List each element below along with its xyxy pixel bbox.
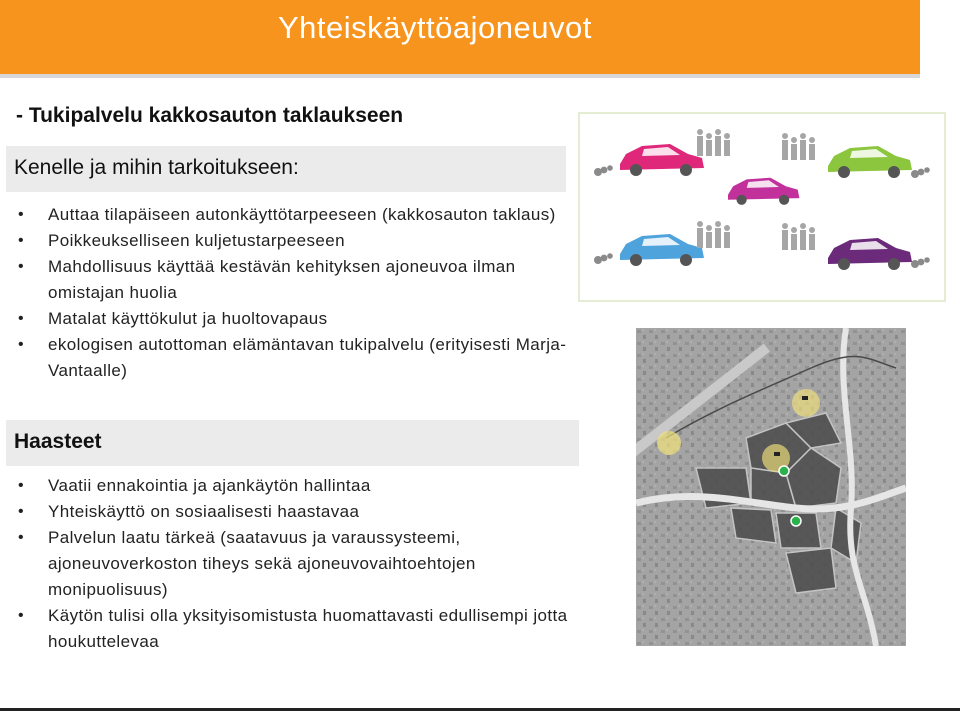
person-icon <box>706 225 712 248</box>
title-bar-shadow <box>0 74 920 78</box>
person-icon <box>715 129 721 156</box>
car-icon <box>620 234 704 266</box>
person-icon <box>697 129 703 156</box>
list-item: • ekologisen autottoman elämäntavan tukipalvelu (erityisesti Marja-Vantaalle) <box>16 332 578 384</box>
list-item: • Palvelun laatu tärkeä (saatavuus ja varaussysteemi, ajoneuvoverkoston tiheys sekä ajoneuvovaihtoehtojen monipuolisuus) <box>16 525 578 603</box>
car-icon <box>728 178 799 205</box>
section-heading-band-usage <box>6 146 566 192</box>
car-icon <box>828 146 912 178</box>
list-item: • Vaatii ennakointia ja ajankäytön hallintaa <box>16 473 578 499</box>
person-icon <box>724 225 730 248</box>
title-bar <box>0 0 920 74</box>
bottom-rule <box>0 708 960 711</box>
exhaust-puff-icon <box>601 167 608 174</box>
list-item: • Yhteiskäyttö on sosiaalisesti haastavaa <box>16 499 578 525</box>
challenges-list <box>16 473 578 655</box>
exhaust-puff-icon <box>607 165 613 171</box>
person-icon <box>715 221 721 248</box>
person-icon <box>791 137 797 160</box>
usage-list <box>16 202 578 384</box>
person-icon <box>706 133 712 156</box>
section-heading-challenges: Haasteet <box>14 430 102 453</box>
car-sharing-graphic <box>580 114 944 300</box>
exhaust-puff-icon <box>601 255 608 262</box>
person-icon <box>809 227 815 250</box>
section-heading-usage: Kenelle ja mihin tarkoitukseen: <box>14 156 299 179</box>
exhaust-puff-icon <box>918 169 925 176</box>
exhaust-puff-icon <box>607 253 613 259</box>
person-icon <box>809 137 815 160</box>
area-map-image <box>636 328 906 646</box>
person-icon <box>800 133 806 160</box>
exhaust-puff-icon <box>918 259 925 266</box>
exhaust-puff-icon <box>924 257 930 263</box>
person-icon <box>724 133 730 156</box>
section-heading-band-challenges <box>6 420 579 466</box>
list-item: • Käytön tulisi olla yksityisomistusta huomattavasti edullisempi jotta houkuttelevaa <box>16 603 578 655</box>
person-icon <box>791 227 797 250</box>
car-sharing-illustration <box>578 112 946 302</box>
subtitle: - Tukipalvelu kakkosauton taklaukseen <box>16 104 404 127</box>
list-item: • Matalat käyttökulut ja huoltovapaus <box>16 306 578 332</box>
person-icon <box>800 223 806 250</box>
car-icon <box>828 238 912 270</box>
list-item: • Auttaa tilapäiseen autonkäyttötarpeeseen (kakkosauton taklaus) <box>16 202 578 228</box>
person-icon <box>782 133 788 160</box>
person-icon <box>782 223 788 250</box>
list-item: • Mahdollisuus käyttää kestävän kehityksen ajoneuvoa ilman omistajan huolia <box>16 254 578 306</box>
car-icon <box>620 144 704 176</box>
exhaust-puff-icon <box>924 167 930 173</box>
area-map-graphic <box>636 328 906 646</box>
page-title: Yhteiskäyttöajoneuvot <box>278 10 592 45</box>
list-item: • Poikkeukselliseen kuljetustarpeeseen <box>16 228 578 254</box>
person-icon <box>697 221 703 248</box>
